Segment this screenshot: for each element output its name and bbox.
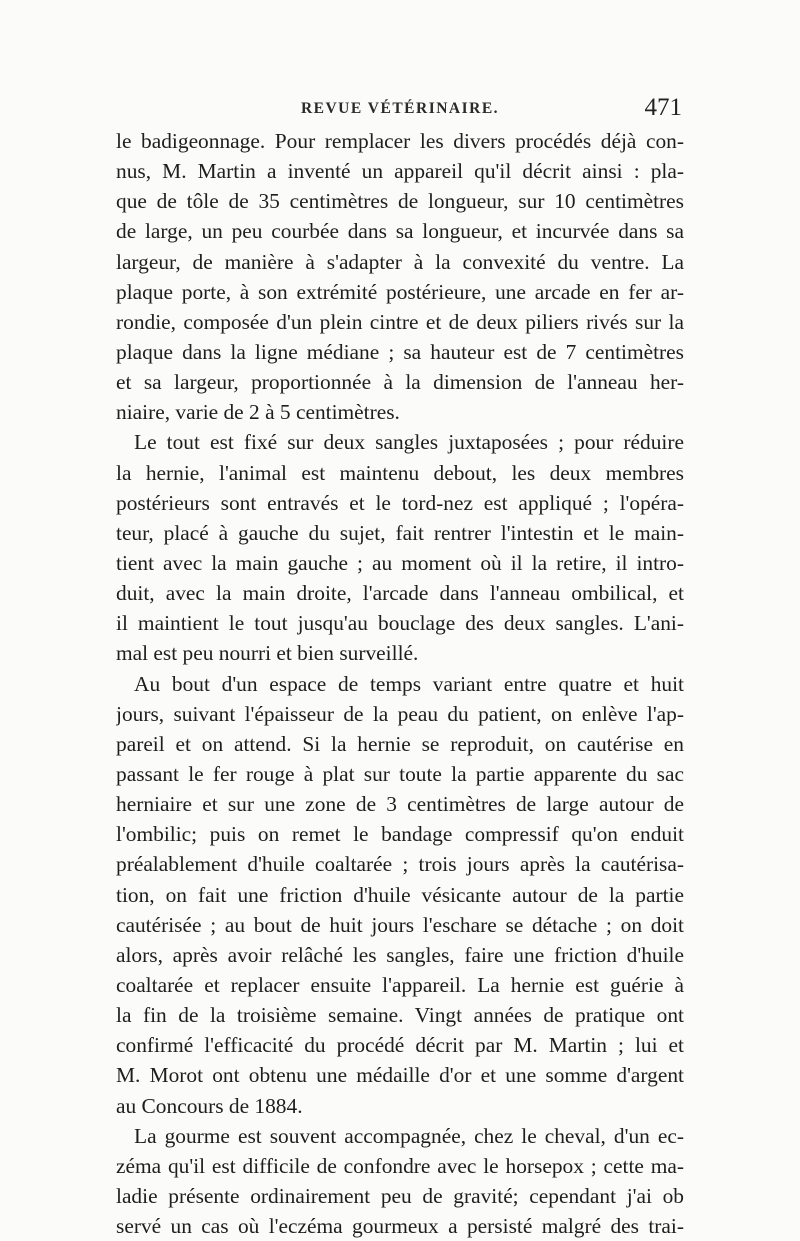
text-line: rondie, composée d'un plein cintre et de deux piliers rivés sur la <box>116 309 684 334</box>
text-line: largeur, de manière à s'adapter à la convexité du ventre. La <box>116 249 684 274</box>
paragraph <box>116 669 684 1121</box>
text-line: herniaire et sur une zone de 3 centimètres de large autour de <box>116 792 684 817</box>
text-line: tient avec la main gauche ; au moment où il la retire, il intro- <box>116 550 684 575</box>
text-line: coaltarée et replacer ensuite l'appareil. La hernie est guérie à <box>116 972 684 997</box>
paragraph <box>116 126 684 427</box>
paragraph <box>116 1121 684 1241</box>
body-text <box>116 126 684 1241</box>
text-line: pareil et on attend. Si la hernie se reproduit, on cautérise en <box>116 731 684 756</box>
text-line: tion, on fait une friction d'huile vésicante autour de la partie <box>116 882 684 907</box>
text-line: servé un cas où l'eczéma gourmeux a persisté malgré des trai- <box>116 1214 684 1239</box>
running-head <box>116 94 684 124</box>
text-line: la hernie, l'animal est maintenu debout, les deux membres <box>116 460 684 485</box>
text-line: plaque dans la ligne médiane ; sa hauteur est de 7 centimètres <box>116 339 684 364</box>
text-line: ladie présente ordinairement peu de gravité; cependant j'ai ob <box>116 1183 684 1208</box>
text-line: le badigeonnage. Pour remplacer les divers procédés déjà con- <box>116 129 684 153</box>
text-line: cautérisée ; au bout de huit jours l'eschare se détache ; on doit <box>116 912 684 937</box>
text-line: zéma qu'il est difficile de confondre avec le horsepox ; cette ma- <box>116 1153 684 1178</box>
paragraph <box>116 427 684 668</box>
text-line: Le tout est fixé sur deux sangles juxtaposées ; pour réduire <box>134 430 684 455</box>
text-line: passant le fer rouge à plat sur toute la partie apparente du sac <box>116 761 684 786</box>
running-title: REVUE VÉTÉRINAIRE. <box>300 100 500 117</box>
text-line: teur, placé à gauche du sujet, fait rentrer l'intestin et le main- <box>116 520 684 545</box>
text-line: il maintient le tout jusqu'au bouclage des deux sangles. L'ani- <box>116 611 684 636</box>
text-line: la fin de la troisième semaine. Vingt années de pratique ont <box>116 1003 684 1028</box>
text-line: de large, un peu courbée dans sa longueur, et incurvée dans sa <box>116 219 684 244</box>
text-line: duit, avec la main droite, l'arcade dans l'anneau ombilical, et <box>116 581 684 606</box>
text-line: nus, M. Martin a inventé un appareil qu'il décrit ainsi : pla- <box>116 159 684 184</box>
text-line: mal est peu nourri et bien surveillé. <box>116 641 419 666</box>
text-line: l'ombilic; puis on remet le bandage compressif qu'on enduit <box>116 822 684 847</box>
text-line: La gourme est souvent accompagnée, chez le cheval, d'un ec- <box>134 1123 684 1148</box>
text-line: préalablement d'huile coaltarée ; trois jours après la cautérisa- <box>116 852 684 877</box>
text-line: niaire, varie de 2 à 5 centimètres. <box>116 400 400 425</box>
text-line: et sa largeur, proportionnée à la dimension de l'anneau her- <box>116 370 684 395</box>
text-line: postérieurs sont entravés et le tord-nez est appliqué ; l'opéra- <box>116 490 684 515</box>
text-line: confirmé l'efficacité du procédé décrit par M. Martin ; lui et <box>116 1033 684 1058</box>
text-line: au Concours de 1884. <box>116 1093 303 1118</box>
text-line: plaque porte, à son extrémité postérieure, une arcade en fer ar- <box>116 279 684 304</box>
text-line: jours, suivant l'épaisseur de la peau du patient, on enlève l'ap- <box>116 701 684 726</box>
text-line: alors, après avoir relâché les sangles, faire une friction d'huile <box>116 942 684 967</box>
text-line: que de tôle de 35 centimètres de longueur, sur 10 centimètres <box>116 189 684 214</box>
text-line: M. Morot ont obtenu une médaille d'or et une somme d'argent <box>116 1063 684 1088</box>
page-number: 471 <box>644 94 682 121</box>
text-line: Au bout d'un espace de temps variant entre quatre et huit <box>134 671 684 696</box>
